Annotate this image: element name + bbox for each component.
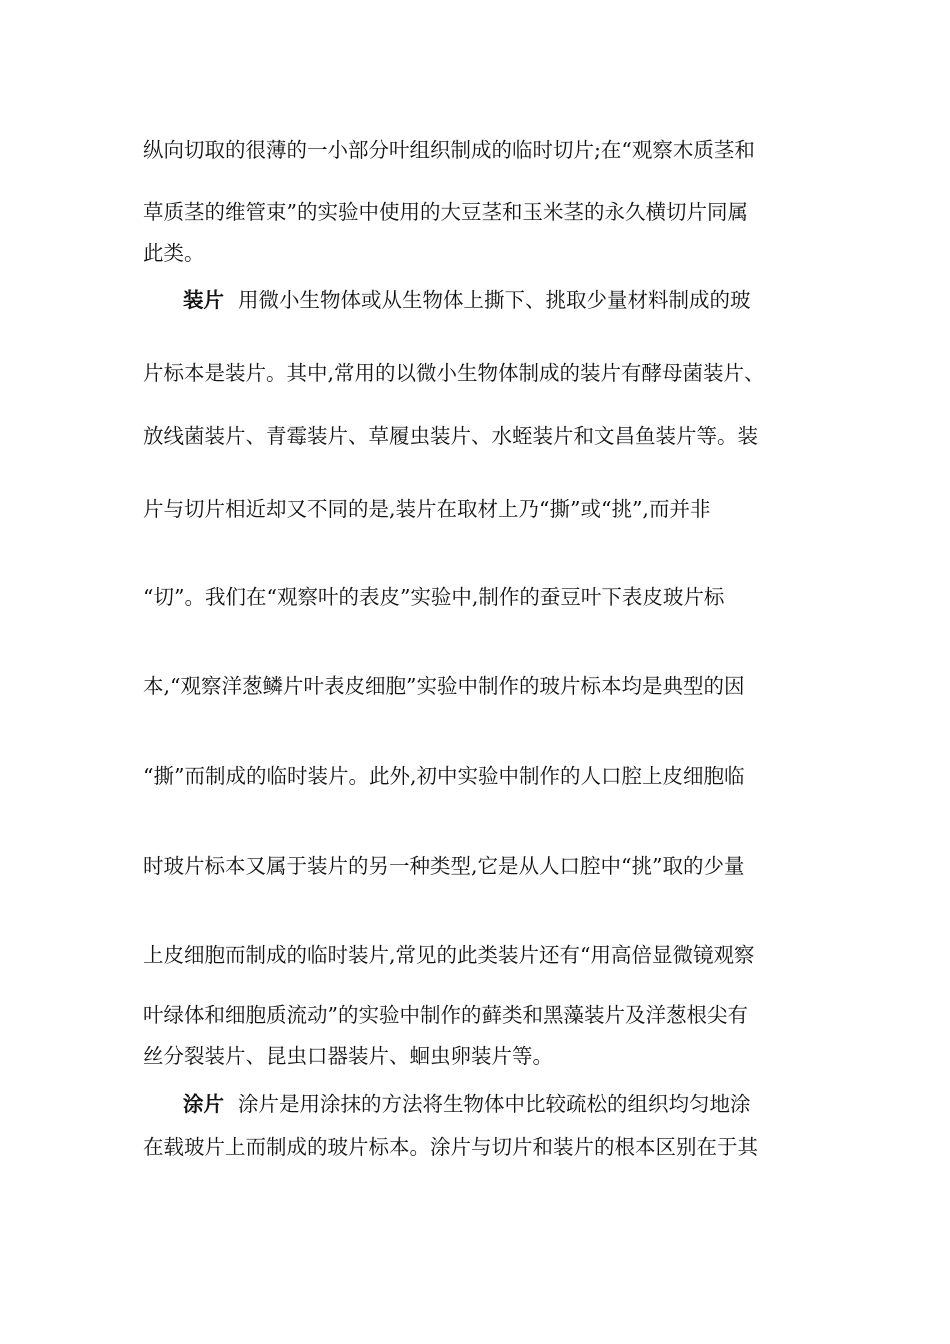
text-line-3: 此类。 xyxy=(143,241,205,265)
text-line-12: 上皮细胞而制成的临时装片,常见的此类装片还有“用高倍显微镜观察 xyxy=(143,943,755,967)
text-line-13: 叶绿体和细胞质流动”的实验中制作的藓类和黑藻装片及洋葱根尖有 xyxy=(143,1003,748,1027)
text-line-2: 草质茎的维管束”的实验中使用的大豆茎和玉米茎的永久横切片同属 xyxy=(143,200,748,224)
text-line-16: 在载玻片上而制成的玻片标本。涂片与切片和装片的根本区别在于其 xyxy=(143,1135,758,1159)
text-line-10: “撕”而制成的临时装片。此外,初中实验中制作的人口腔上皮细胞临 xyxy=(143,764,745,788)
term-smear: 涂片 xyxy=(183,1092,224,1116)
text-line-7: 片与切片相近却又不同的是,装片在取材上乃“撕”或“挑”,而并非 xyxy=(143,497,711,521)
text-line-9: 本,“观察洋葱鳞片叶表皮细胞”实验中制作的玻片标本均是典型的因 xyxy=(143,674,745,698)
text-line-5: 片标本是装片。其中,常用的以微小生物体制成的装片有酵母菌装片、 xyxy=(143,361,765,385)
text-line-15: 涂片是用涂抹的方法将生物体中比较疏松的组织均匀地涂 xyxy=(238,1092,751,1116)
text-line-1: 纵向切取的很薄的一小部分叶组织制成的临时切片;在“观察木质茎和 xyxy=(143,138,755,162)
paragraph-mount-first-line xyxy=(183,287,863,313)
text-line-11: 时玻片标本又属于装片的另一种类型,它是从人口腔中“挑”取的少量 xyxy=(143,854,745,878)
text-line-4: 用微小生物体或从生物体上撕下、挑取少量材料制成的玻 xyxy=(238,288,751,312)
text-line-8: “切”。我们在“观察叶的表皮”实验中,制作的蚕豆叶下表皮玻片标 xyxy=(143,585,725,609)
text-line-14: 丝分裂装片、昆虫口器装片、蛔虫卵装片等。 xyxy=(143,1044,553,1068)
text-line-6: 放线菌装片、青霉装片、草履虫装片、水蛭装片和文昌鱼装片等。装 xyxy=(143,424,758,448)
term-mount: 装片 xyxy=(183,288,224,312)
paragraph-smear-first-line xyxy=(183,1091,863,1117)
